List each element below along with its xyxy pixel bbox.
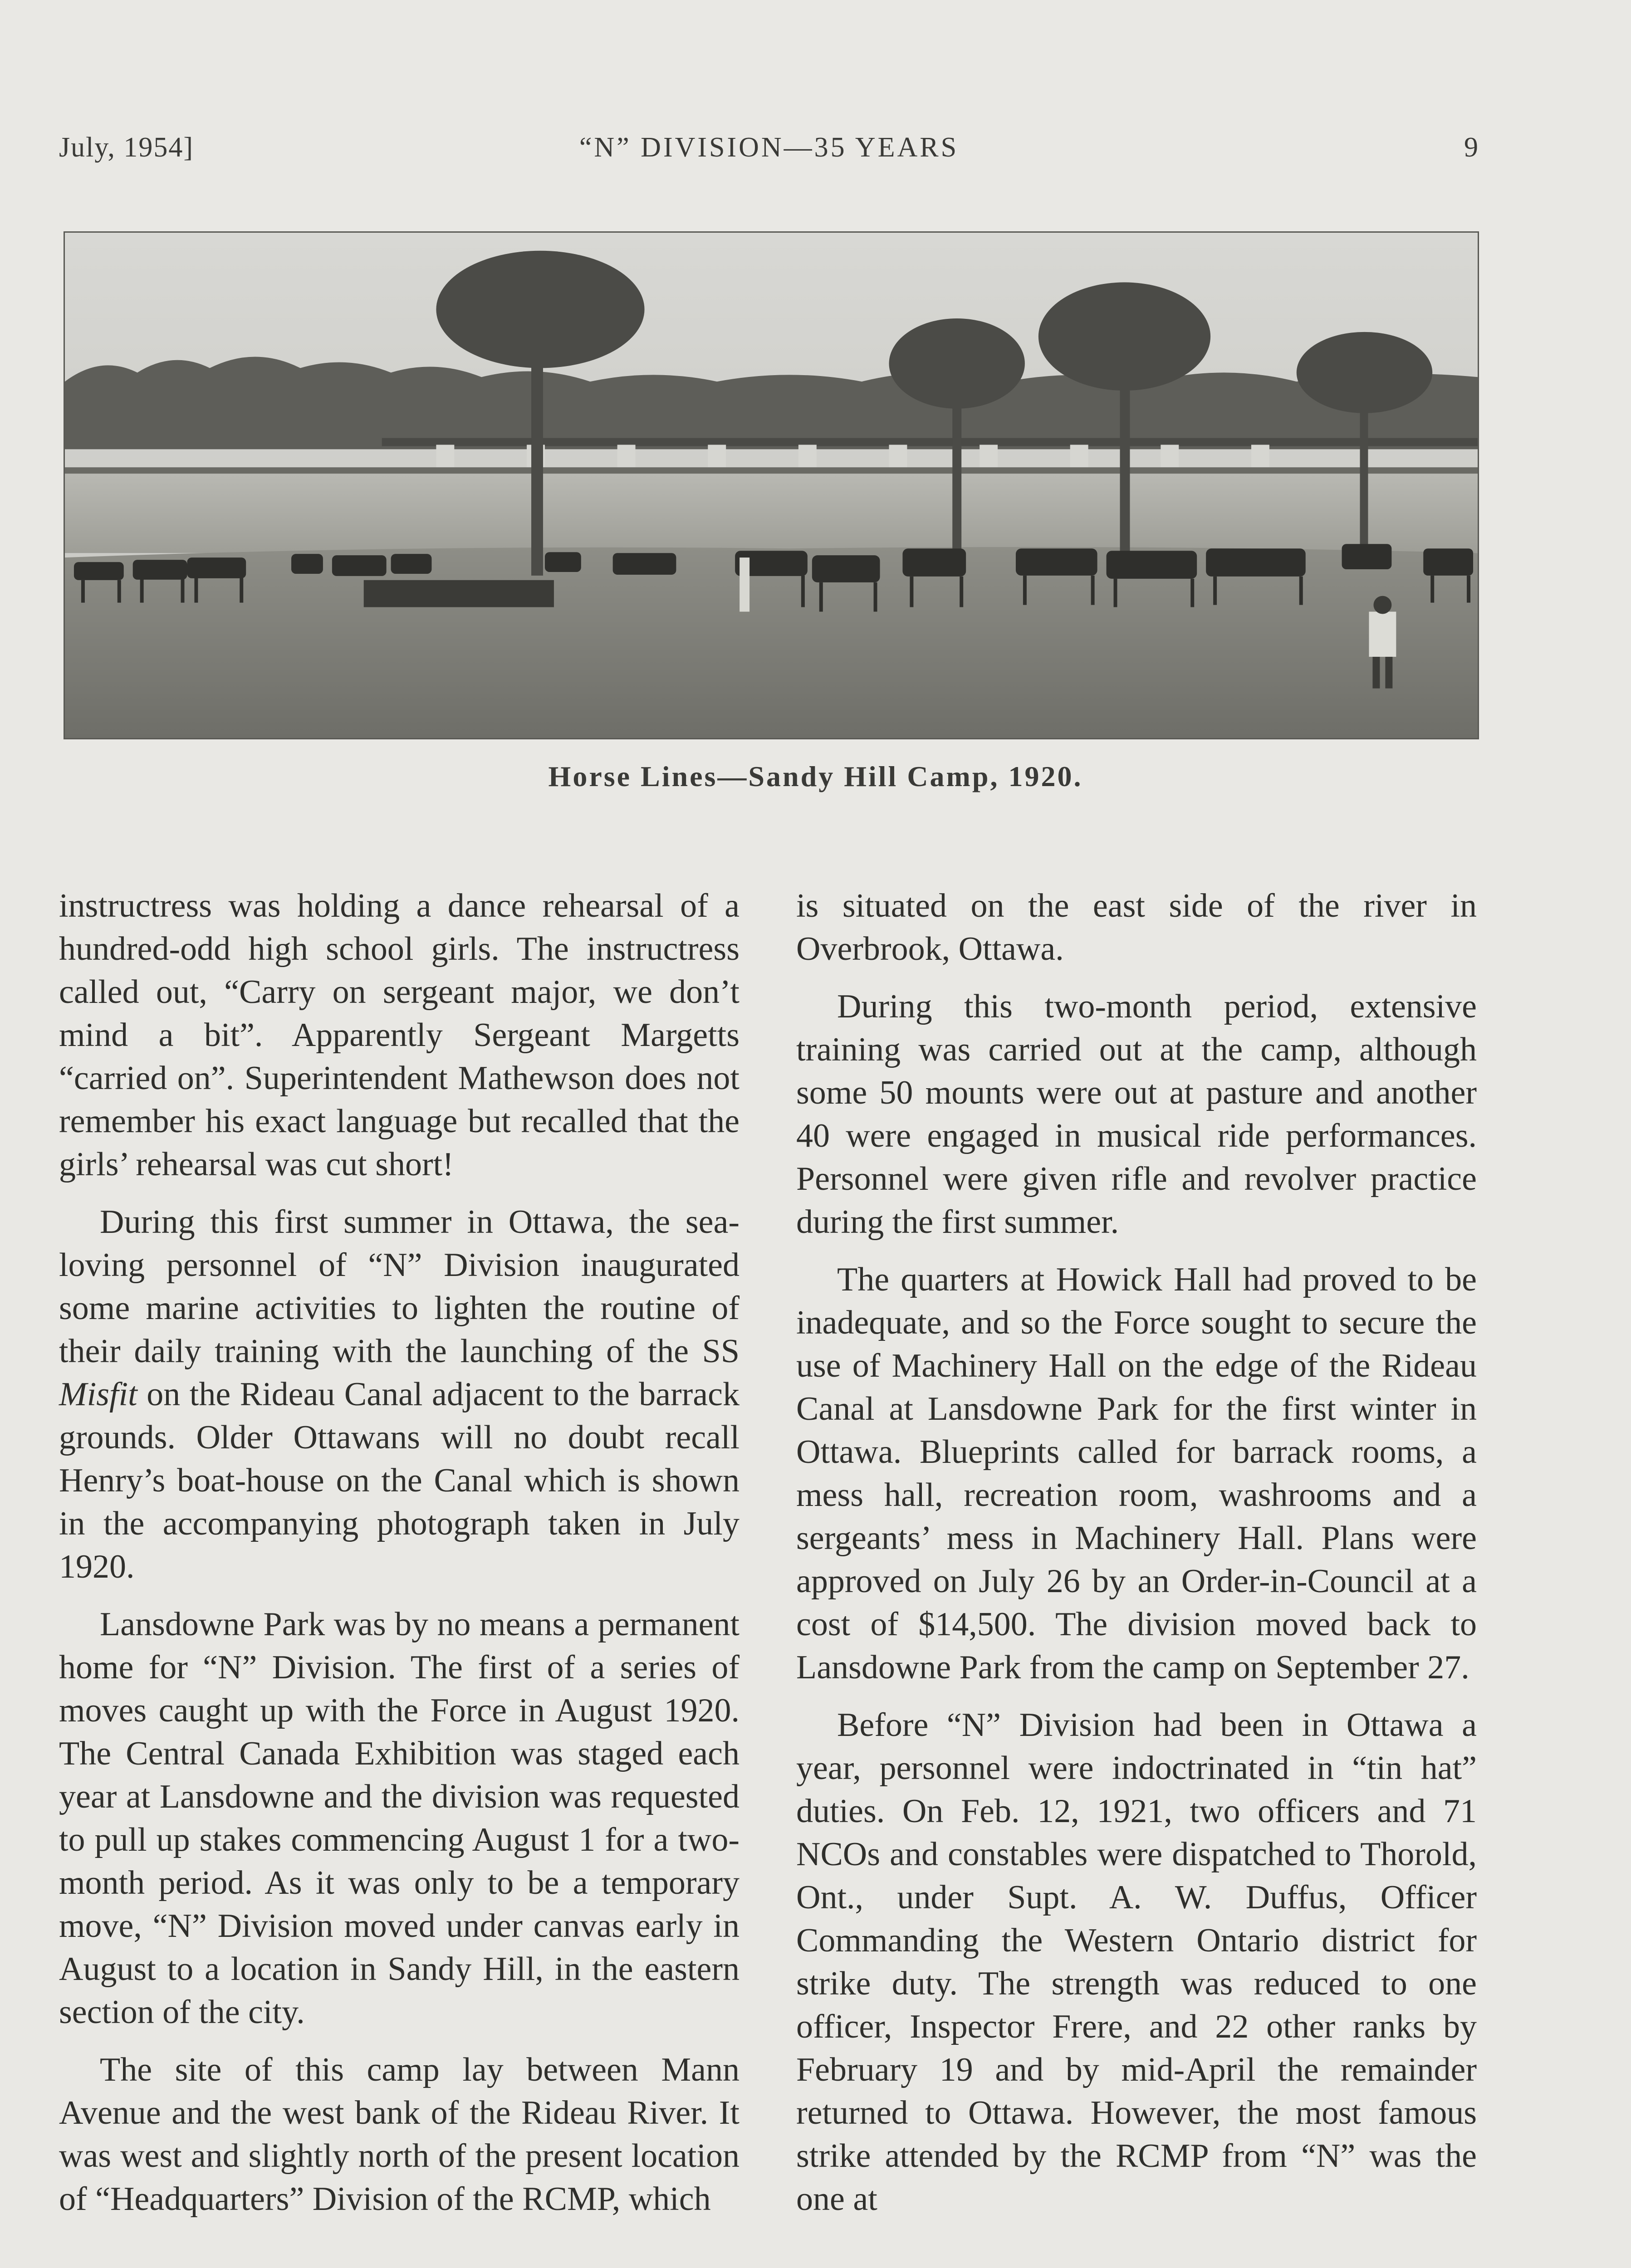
- left-column: [59, 885, 740, 2235]
- page-number: 9: [1464, 132, 1479, 163]
- paragraph: Before “N” Division had been in Ottawa a year, personnel were indoctrinated in “tin hat” duties. On Feb. 12, 1921, two officers and 71 NCOs and constables were dispatched to Thorold, Ont., under Supt. A. W. Duffus, Officer Commanding the Western Ontario district for strike duty. The strength was reduced to one officer, Inspector Frere, and 22 other ranks by February 19 and by mid-April the remainder returned to Ottawa. However, the most famous strike attended by the RCMP from “N” was the one at: [796, 1706, 1477, 2218]
- right-column: [796, 885, 1477, 2235]
- paragraph: The quarters at Howick Hall had proved to be inadequate, and so the Force sought to secure the use of Machinery Hall on the edge of the Rideau Canal at Lansdowne Park for the first winter in Ottawa. Blueprints called for barrack rooms, a mess hall, recreation room, washrooms and a sergeants’ mess in Machinery Hall. Plans were approved on July 26 by an Order-in-Council at a cost of $14,500. The division moved back to Lansdowne Park from the camp on September 27.: [796, 1261, 1477, 1686]
- photo-illustration: [65, 233, 1478, 738]
- header-date: July, 1954]: [59, 132, 194, 163]
- paragraph: is situated on the east side of the river in Overbrook, Ottawa.: [796, 887, 1477, 968]
- running-header: [59, 132, 1479, 172]
- paragraph: [59, 1201, 740, 1589]
- paragraph-text: During this first summer in Ottawa, the sea-loving personnel of “N” Division inaugurated some marine activities to lighten the routine of their daily training with the launching of the SS: [59, 1203, 740, 1370]
- paragraph: instructress was holding a dance rehearsal of a hundred-odd high school girls. The instructress called out, “Carry on sergeant major, we don’t mind a bit”. Apparently Sergeant Margetts “carried on”. Superintendent Mathewson does not remember his exact language but recalled that the girls’ rehearsal was cut short!: [59, 887, 740, 1183]
- paragraph: During this two-month period, extensive training was carried out at the camp, although some 50 mounts were out at pasture and another 40 were engaged in musical ride performances. Personnel were given rifle and revolver practice during the first summer.: [796, 988, 1477, 1241]
- paragraph: Lansdowne Park was by no means a permanent home for “N” Division. The first of a series of moves caught up with the Force in August 1920. The Central Canada Exhibition was staged each year at Lansdowne and the division was requested to pull up stakes commencing August 1 for a two-month period. As it was only to be a temporary move, “N” Division moved under canvas early in August to a location in Sandy Hill, in the eastern section of the city.: [59, 1606, 740, 2031]
- ship-name: Misfit: [59, 1376, 137, 1413]
- paragraph: The site of this camp lay between Mann Avenue and the west bank of the Rideau River. It was west and slightly north of the present location of “Headquarters” Division of the RCMP, which: [59, 2051, 740, 2218]
- photo-caption: Horse Lines—Sandy Hill Camp, 1920.: [548, 760, 1083, 792]
- paragraph-text: on the Rideau Canal adjacent to the barrack grounds. Older Ottawans will no doubt recall Henry’s boat-house on the Canal which is shown in the accompanying photograph taken in July 1920.: [59, 1376, 740, 1585]
- horse-lines-photo: [64, 231, 1479, 739]
- header-title: “N” DIVISION—35 YEARS: [579, 132, 959, 163]
